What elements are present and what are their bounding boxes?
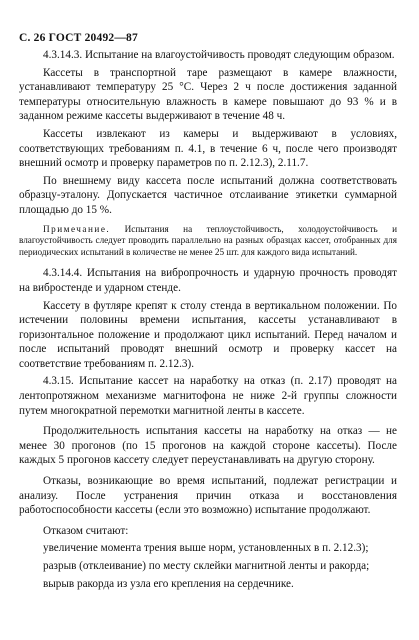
- paragraph-appearance: По внешнему виду кассета после испытаний должна соответствовать образцу-эталону. Допускается частичное отслаивание этикетки суммарной площадью до 15 %.: [19, 174, 397, 216]
- paragraph-failures: Отказы, возникающие во время испытаний, подлежат регистрации и анализу. После устранения причин отказа и восстановления работоспособности кассеты (если это возможно) испытание продолжают.: [19, 475, 397, 517]
- clause-4-3-15: 4.3.15. Испытание кассет на наработку на отказ (п. 2.17) проводят на лентопротяжном механизме магнитофона не ниже 2-й группы сложности путем многократной перемотки магнитной ленты в кассете.: [19, 375, 397, 417]
- clause-4-3-14-4: 4.3.14.4. Испытания на вибропрочность и ударную прочность проводят на вибростенде и ударном стенде.: [19, 267, 397, 294]
- failure-item-torque: увеличение момента трения выше норм, установленных в п. 2.12.3);: [43, 542, 369, 555]
- clause-4-3-14-3: 4.3.14.3. Испытание на влагоустойчивость проводят следующим образом.: [43, 49, 395, 61]
- paragraph-inspection: Кассеты извлекают из камеры и выдерживают в условиях, соответствующих требованиям п. 4.1, в течение 6 ч, после чего производят внешний осмотр и проверку параметров по п. 2.12.3), 2.11.7.: [19, 127, 397, 170]
- note-text: Испытания на теплоустойчивость, холодоустойчивость и влагоустойчивость следует проводить параллельно на разных образцах кассет, отобранных для периодических испытаний в количестве не менее 25 шт. для каждого вида испытаний.: [19, 223, 398, 257]
- failure-item-splice: разрыв (отклеивание) по месту склейки магнитной ленты и ракорда;: [43, 560, 370, 572]
- document-body: [19, 48, 397, 594]
- failure-item-leader: вырыв ракорда из узла его крепления на сердечнике.: [43, 577, 294, 590]
- page-header: С. 26 ГОСТ 20492—87: [19, 32, 138, 44]
- paragraph-duration: Продолжительность испытания кассеты на наработку на отказ — не менее 30 прогонов (по 15 прогонов на каждой стороне кассеты). После каждых 5 прогонов кассету следует переустанавливать на другую сторону.: [19, 425, 397, 467]
- paragraph-chamber-conditions: Кассеты в транспортной таре размещают в камере влажности, устанавливают температуру 25 °С. Через 2 ч после достижения заданной температуры относительную влажность в камере повышают до 93 % и в заданном режиме кассеты выдерживают в течение 48 ч.: [19, 66, 397, 123]
- note-label: Примечание.: [43, 223, 111, 234]
- paragraph-failure-definition: Отказом считают:: [43, 524, 129, 537]
- paragraph-vibration-mounting: Кассету в футляре крепят к столу стенда в вертикальном положении. По истечении половины времени испытания, кассеты устанавливают в горизонтальное положение и продолжают цикл испытаний. Перед началом и после испытаний проводят внешний осмотр и проверку кассет на соответствие требованиям п. 2.12.3).: [19, 299, 397, 370]
- note: [19, 224, 397, 259]
